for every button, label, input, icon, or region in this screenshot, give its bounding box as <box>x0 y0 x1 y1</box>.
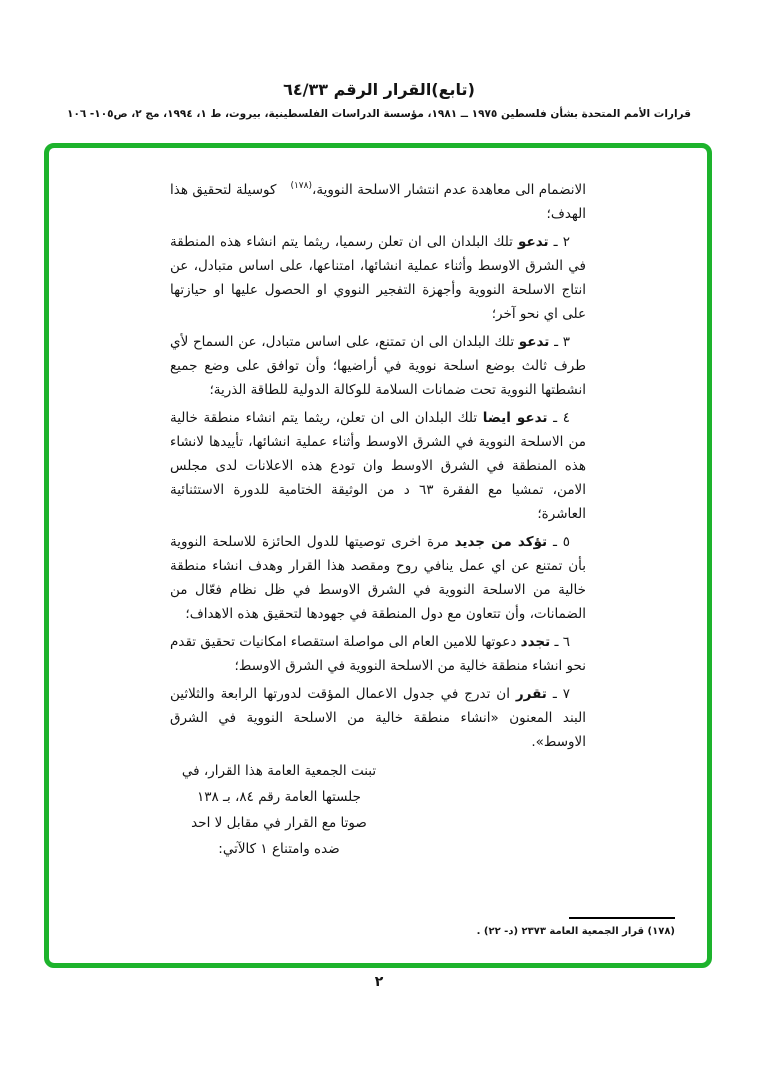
text-column <box>170 174 586 862</box>
paragraph-lead-word: تدعو <box>518 334 550 350</box>
adoption-note-line: صوتا مع القرار في مقابل لا احد <box>191 815 367 831</box>
adoption-note-line: تبنت الجمعية العامة هذا القرار، في <box>181 763 377 779</box>
document-subtitle: قرارات الأمم المتحدة بشأن فلسطين ١٩٧٥ ــ ١٩٨١، مؤسسة الدراسات الفلسطينية، بيروت، ط ١، ١٩٩٤، مج ٢، ص١٠٥- ١٠٦ <box>67 108 691 120</box>
adoption-note-line: ضده وامتناع ١ كالآتي: <box>218 841 340 857</box>
paragraph-number: ٢ ـ <box>548 234 571 250</box>
paragraph-lead-word: تؤكد من جديد <box>454 534 548 550</box>
page-number: ٢ <box>374 974 384 990</box>
paragraph-number: ٦ ـ <box>550 634 570 650</box>
paragraph-lead-word: تدعو ايضا <box>482 410 548 426</box>
content-frame <box>44 143 712 968</box>
resolution-paragraph: ٥ ـ تؤكد من جديد مرة اخرى توصيتها للدول الحائزة للاسلحة النووية بأن تمتنع عن اي عمل ينافي روح ومقصد هذا القرار وهدف انشاء منطقة خالية من الاسلحة النووية في الشرق الاوسط في ظل نظام فعّال من الضمانات، وأن تتعاون مع دول المنطقة في جهودها لتحقيق هذه الاهداف؛ <box>170 534 586 622</box>
adoption-note-line: جلستها العامة رقم ٨٤، بـ ١٣٨ <box>197 789 361 805</box>
resolution-paragraph: ٢ ـ تدعو تلك البلدان الى ان تعلن رسميا، ريثما يتم انشاء هذه المنطقة في الشرق الاوسط وأثناء عملية انشائها، امتناعها، على اساس متبادل، عن انتاج الاسلحة النووية وأجهزة التفجير النووي او الحصول عليها او حيازتها على اي نحو آخر؛ <box>170 234 586 322</box>
paragraph-number: ٣ ـ <box>549 334 570 350</box>
paragraph-lead-word: تقرر <box>515 686 547 702</box>
footnote-reference: (١٧٨) <box>290 181 312 191</box>
paragraph-number: ٤ ـ <box>547 410 570 426</box>
adoption-note <box>170 758 388 862</box>
paragraph-number: ٧ ـ <box>546 686 571 702</box>
continuation-paragraph: الانضمام الى معاهدة عدم انتشار الاسلحة النووية،$^{(١٧٨)}$كوسيلة لتحقيق هذا الهدف؛ <box>170 181 586 222</box>
paragraph-lead-word: تدعو <box>518 234 549 250</box>
resolution-paragraph: ٣ ـ تدعو تلك البلدان الى ان تمتنع، على اساس متبادل، عن السماح لأي طرف ثالث بوضع اسلحة نووية في أراضيها؛ وأن توافق على وضع جميع انشطتها النووية تحت ضمانات السلامة للوكالة الدولية للطاقة الذرية؛ <box>170 334 586 398</box>
document-title: (تابع)القرار الرقم ٦٤/٣٣ <box>283 80 475 99</box>
footnote-area <box>375 917 675 937</box>
resolution-paragraph: ٦ ـ تجدد دعوتها للامين العام الى مواصلة استقصاء امكانيات تحقيق تقدم نحو انشاء منطقة خالية من الاسلحة النووية في الشرق الاوسط؛ <box>170 634 586 674</box>
paragraph-number: ٥ ـ <box>547 534 570 550</box>
paragraph-lead-word: تجدد <box>520 634 551 650</box>
paragraph-list <box>170 174 586 754</box>
footnote-separator <box>569 917 675 919</box>
resolution-paragraph: ٧ ـ تقرر ان تدرج في جدول الاعمال المؤقت لدورتها الرابعة والثلاثين البند المعنون «انشاء منطقة خالية من الاسلحة النووية في الشرق الاوسط». <box>170 686 586 750</box>
footnote: (١٧٨) قرار الجمعية العامة ٢٣٧٣ (د- ٢٢) . <box>476 926 675 937</box>
resolution-paragraph: ٤ ـ تدعو ايضا تلك البلدان الى ان تعلن، ريثما يتم انشاء منطقة خالية من الاسلحة النووية في الشرق الاوسط وأثناء عملية انشائها، تأييدها لانشاء هذه المنطقة في الشرق الاوسط وان تودع هذه الاعلانات لدى مجلس الامن، تمشيا مع الفقرة ٦٣ د من الوثيقة الختامية للدورة الاستثنائية العاشرة؛ <box>170 410 586 522</box>
